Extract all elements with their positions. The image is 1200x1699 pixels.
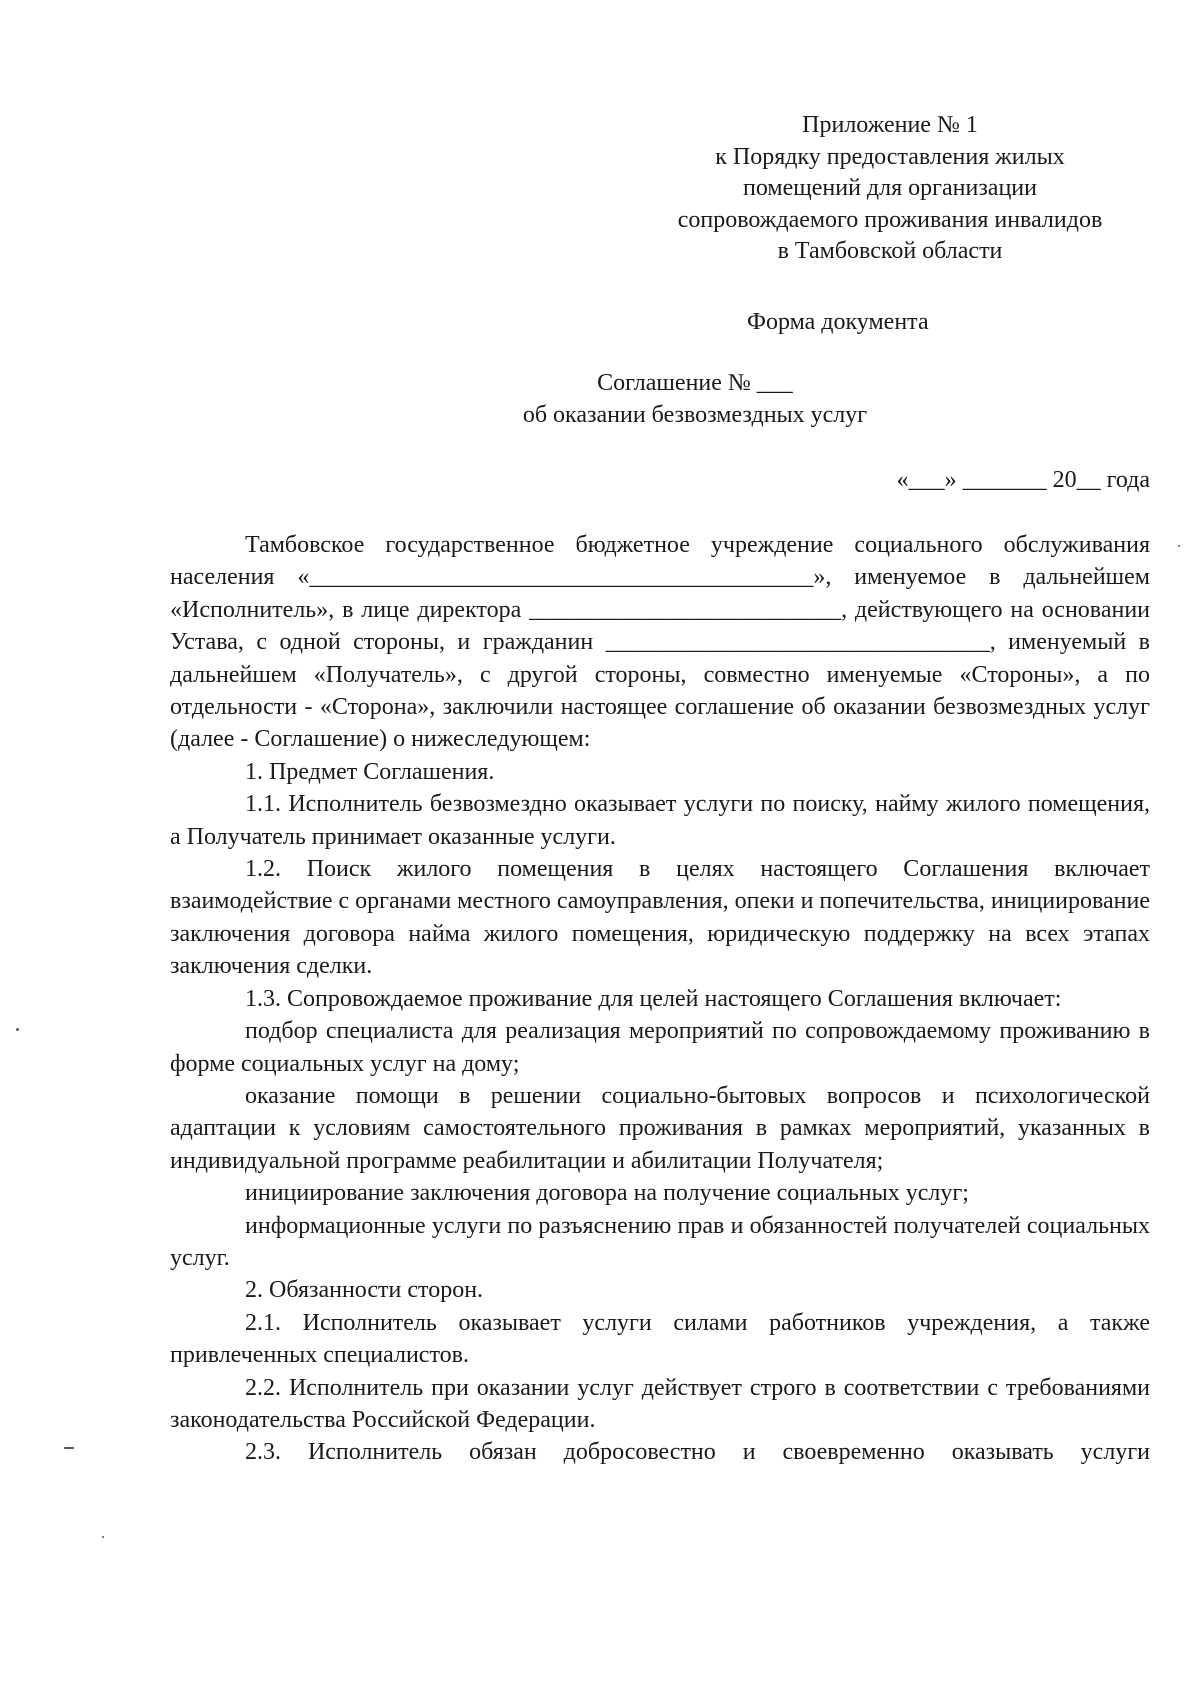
scan-speck	[102, 1536, 104, 1538]
section-heading: 2. Обязанности сторон.	[245, 1277, 484, 1304]
scan-speck	[16, 1028, 19, 1031]
document-body	[170, 529, 1150, 1469]
appendix-line: в Тамбовской области	[777, 238, 1003, 264]
paragraph-clause: 1.1. Исполнитель безвозмездно оказывает услуги по поиску, найму жилого помещения, а Получатель принимает оказанные услуги.	[170, 791, 1150, 850]
section-heading: 1. Предмет Соглашения.	[245, 758, 495, 785]
scan-speck	[64, 1447, 74, 1449]
title-line-2: об оказании безвозмездных услуг	[522, 402, 868, 428]
paragraph-clause: 1.3. Сопровождаемое проживание для целей настоящего Соглашения включает:	[245, 985, 1062, 1012]
appendix-line: Приложение № 1	[802, 112, 978, 138]
appendix-line: к Порядку предоставления жилых	[715, 143, 1065, 170]
paragraph-list-item: подбор специалиста для реализация мероприятий по сопровождаемому проживанию в форме социальных услуг на дому;	[170, 1018, 1150, 1077]
paragraph-clause: 2.1. Исполнитель оказывает услуги силами работников учреждения, а также привлеченных специалистов.	[170, 1309, 1150, 1369]
form-label: Форма документа	[747, 309, 929, 335]
paragraph-list-item: инициирование заключения договора на получение социальных услуг;	[245, 1180, 969, 1207]
appendix-line: помещений для организации	[743, 175, 1037, 201]
paragraph-clause: 1.2. Поиск жилого помещения в целях настоящего Соглашения включает взаимодействие с органами местного самоуправления, опеки и попечительства, инициирование заключения договора найма жилого помещения, юридическую поддержку на всех этапах заключения сделки.	[170, 856, 1151, 980]
paragraph-clause: 2.2. Исполнитель при оказании услуг действует строго в соответствии с требованиями законодательства Российской Федерации.	[170, 1374, 1150, 1433]
title-line-1: Соглашение № ___	[597, 370, 793, 396]
paragraph-preamble: Тамбовское государственное бюджетное учреждение социального обслуживания населения «__________________________________________», именуемое в дальнейшем «Исполнитель», в лице директора __________________________, действующего на основании Устава, с одной стороны, и гражданин ________________________________, именуемый в дальнейшем «Получатель», с другой стороны, совместно именуемые «Стороны», а по отдельности - «Сторона», заключили настоящее соглашение об оказании безвозмездных услуг (далее - Соглашение) о нижеследующем:	[170, 532, 1150, 753]
paragraph-clause: 2.3. Исполнитель обязан добросовестно и своевременно оказывать услуги	[245, 1439, 1150, 1466]
document-page	[170, 0, 1150, 1699]
document-title	[470, 367, 920, 431]
paragraph-list-item: оказание помощи в решении социально-бытовых вопросов и психологической адаптации к условиям самостоятельного проживания в рамках мероприятий, указанных в индивидуальной программе реабилитации и абилитации Получателя;	[170, 1082, 1150, 1174]
appendix-header	[630, 110, 1150, 268]
date-line: «___» _______ 20__ года	[896, 467, 1150, 493]
paragraph-list-item: информационные услуги по разъяснению прав и обязанностей получателей социальных услуг.	[170, 1212, 1150, 1271]
scan-speck	[1178, 545, 1180, 547]
appendix-line: сопровождаемого проживания инвалидов	[677, 206, 1103, 233]
